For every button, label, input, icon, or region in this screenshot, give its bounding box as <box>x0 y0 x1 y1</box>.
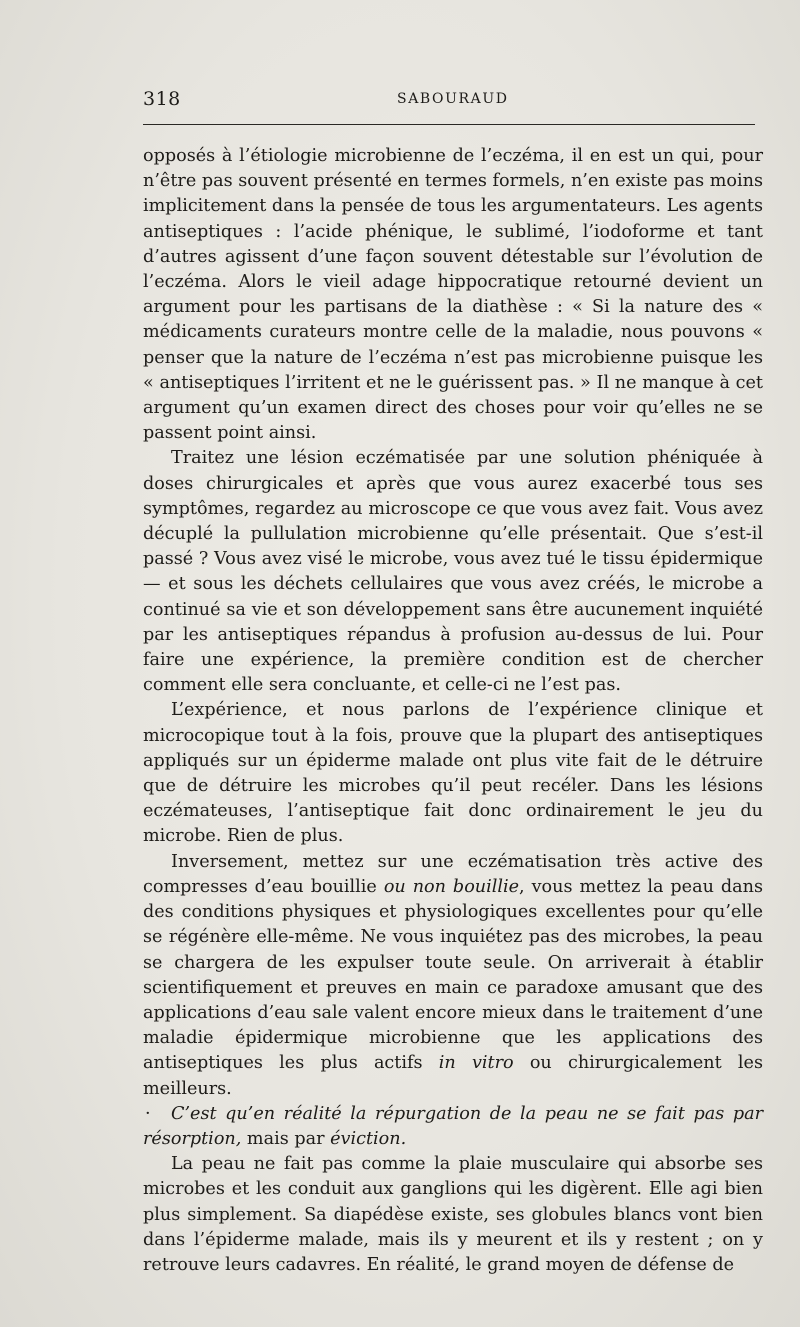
paragraph-5-text: mais par <box>241 1128 331 1149</box>
paragraph-4 <box>143 850 763 1102</box>
paragraph-5-italic-b: éviction. <box>330 1128 407 1149</box>
page-header <box>143 88 755 114</box>
paragraph-4-italic-a: ou non bouillie <box>383 876 520 897</box>
paragraph-2: Traitez une lésion eczématisée par une solution phéniquée à doses chirurgicales et après que vous aurez exacerbé tous ses symptômes, regardez au microscope ce que vous avez fait. Vous avez décuplé la pullulation microbienne qu’elle présentait. Que s’est-il passé ? Vous avez visé le microbe, vous avez tué le tissu épidermique — et sous les déchets cellulaires que vous avez créés, le microbe a continué sa vie et son développement sans être aucunement inquiété par les antiseptiques répandus à profusion au-dessus de lui. Pour faire une expérience, la première condition est de chercher comment elle sera concluante, et celle-ci ne l’est pas. <box>143 448 763 696</box>
margin-mark: · <box>145 1103 151 1124</box>
paragraph-5 <box>143 1102 763 1152</box>
body-text <box>143 144 763 1278</box>
paragraph-5-italic-a: C’est qu’en réalité la répurgation de la peau ne se fait pas par résorption, <box>143 1103 763 1149</box>
page-number: 318 <box>143 88 181 110</box>
paragraph-6: La peau ne fait pas comme la plaie musculaire qui absorbe ses microbes et les conduit aux ganglions qui les digèrent. Elle agi bien plus simplement. Sa diapédèse existe, ses globules blancs vont bien dans l’épiderme malade, mais ils y meurent et ils y restent ; on y retrouve leurs cadavres. En réalité, le grand moyen de défense de <box>143 1154 763 1275</box>
running-head: SABOURAUD <box>397 91 509 107</box>
header-rule <box>143 124 755 125</box>
paragraph-4-italic-b: in vitro <box>438 1053 514 1074</box>
paragraph-4-text-b: , vous mettez la peau dans des conditions physiques et physiologiques excellentes pour qu’elle se régénère elle-même. Ne vous inquiétez pas des microbes, la peau se chargera de les expulser toute seule. On arriverait à établir scientifiquement et preuves en main ce paradoxe amusant que des applications d’eau sale valent encore mieux dans le traitement d’une maladie épidermique microbienne que les applications des antiseptiques les plus actifs <box>143 876 763 1074</box>
paragraph-1: opposés à l’étiologie microbienne de l’eczéma, il en est un qui, pour n’être pas souvent présenté en termes formels, n’en existe pas moins implicitement dans la pensée de tous les argumentateurs. Les agents antiseptiques : l’acide phénique, le sublimé, l’iodoforme et tant d’autres agissent d’une façon souvent détestable sur l’évolution de l’eczéma. Alors le vieil adage hippocratique retourné devient un argument pour les partisans de la diathèse : « Si la nature des « médicaments curateurs montre celle de la maladie, nous pouvons « penser que la nature de l’eczéma n’est pas microbienne puisque les « antiseptiques l’irritent et ne le guérissent pas. » Il ne manque à cet argument qu’un examen direct des choses pour voir qu’elles ne se passent point ainsi. <box>143 146 763 444</box>
paragraph-4-text-a: Inversement, mettez sur une eczématisation très active des compresses d’eau bouillie <box>143 851 763 897</box>
paragraph-3: L’expérience, et nous parlons de l’expérience clinique et microcopique tout à la fois, prouve que la plupart des antiseptiques appliqués sur un épiderme malade ont plus vite fait de le détruire que de détruire les microbes qu’il peut recéler. Dans les lésions eczémateuses, l’antiseptique fait donc ordinairement le jeu du microbe. Rien de plus. <box>143 700 763 847</box>
paragraph-4-text-c: ou chirurgicalement les meilleurs. <box>143 1053 763 1099</box>
